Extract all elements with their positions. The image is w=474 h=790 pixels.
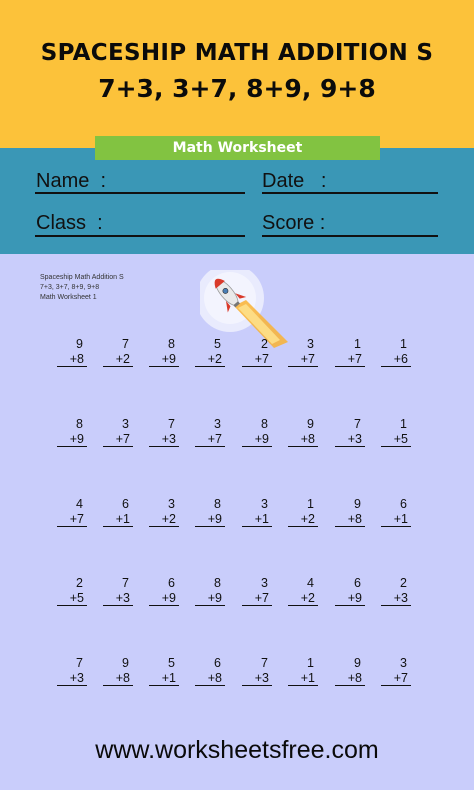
- addition-problem: [288, 576, 318, 606]
- problem-top-number: 1: [354, 337, 361, 351]
- form-band: [0, 148, 474, 254]
- problem-addend: +9: [149, 352, 179, 367]
- problem-addend: +7: [335, 352, 365, 367]
- addition-problem: [195, 417, 225, 447]
- problem-top-number: 6: [354, 576, 361, 590]
- problem-addend: +1: [381, 512, 411, 527]
- problem-top-number: 1: [400, 417, 407, 431]
- problem-top-number: 3: [214, 417, 221, 431]
- problem-top-number: 8: [214, 576, 221, 590]
- problem-addend: +2: [195, 352, 225, 367]
- addition-problem: [242, 656, 272, 686]
- problem-addend: +9: [149, 591, 179, 606]
- problem-addend: +3: [149, 432, 179, 447]
- problem-addend: +7: [57, 512, 87, 527]
- addition-problem: [149, 417, 179, 447]
- problem-addend: +3: [335, 432, 365, 447]
- problem-top-number: 7: [122, 337, 129, 351]
- addition-problem: [57, 497, 87, 527]
- problem-top-number: 7: [76, 656, 83, 670]
- addition-problem: [288, 417, 318, 447]
- addition-problem: [242, 417, 272, 447]
- class-label: Class :: [36, 212, 103, 234]
- problem-addend: +6: [381, 352, 411, 367]
- problem-addend: +2: [149, 512, 179, 527]
- problem-addend: +7: [242, 352, 272, 367]
- problem-top-number: 7: [354, 417, 361, 431]
- addition-problem: [149, 576, 179, 606]
- problem-top-number: 7: [261, 656, 268, 670]
- addition-problem: [242, 497, 272, 527]
- problem-top-number: 6: [168, 576, 175, 590]
- addition-problem: [242, 337, 272, 367]
- problem-top-number: 9: [354, 497, 361, 511]
- problem-top-number: 8: [214, 497, 221, 511]
- problem-addend: +9: [57, 432, 87, 447]
- problem-top-number: 6: [122, 497, 129, 511]
- footer-url: www.worksheetsfree.com: [95, 736, 379, 764]
- problem-top-number: 2: [76, 576, 83, 590]
- addition-problem: [149, 497, 179, 527]
- problem-addend: +2: [288, 512, 318, 527]
- class-line: [35, 235, 245, 237]
- problem-top-number: 3: [122, 417, 129, 431]
- problem-addend: +9: [195, 591, 225, 606]
- problem-addend: +1: [288, 671, 318, 686]
- problem-addend: +8: [195, 671, 225, 686]
- addition-problem: [57, 337, 87, 367]
- problem-top-number: 1: [400, 337, 407, 351]
- addition-problem: [103, 417, 133, 447]
- problem-addend: +7: [288, 352, 318, 367]
- addition-problem: [381, 417, 411, 447]
- problem-top-number: 4: [76, 497, 83, 511]
- addition-problem: [149, 656, 179, 686]
- score-label: Score :: [262, 212, 326, 234]
- addition-problem: [57, 576, 87, 606]
- problem-addend: +9: [335, 591, 365, 606]
- problem-top-number: 7: [168, 417, 175, 431]
- problem-addend: +9: [195, 512, 225, 527]
- addition-problem: [195, 337, 225, 367]
- problem-addend: +8: [288, 432, 318, 447]
- problem-top-number: 1: [307, 656, 314, 670]
- problem-top-number: 8: [261, 417, 268, 431]
- problem-top-number: 2: [400, 576, 407, 590]
- addition-problem: [381, 656, 411, 686]
- problem-top-number: 1: [307, 497, 314, 511]
- problem-addend: +1: [242, 512, 272, 527]
- problem-top-number: 4: [307, 576, 314, 590]
- problem-top-number: 8: [168, 337, 175, 351]
- problem-top-number: 3: [307, 337, 314, 351]
- name-label: Name :: [36, 170, 107, 192]
- problem-top-number: 6: [214, 656, 221, 670]
- problem-addend: +3: [381, 591, 411, 606]
- problem-addend: +7: [242, 591, 272, 606]
- math-worksheet-badge: Math Worksheet: [95, 136, 380, 160]
- problem-addend: +3: [103, 591, 133, 606]
- addition-problem: [288, 497, 318, 527]
- problem-addend: +5: [57, 591, 87, 606]
- problem-addend: +2: [288, 591, 318, 606]
- problem-top-number: 6: [400, 497, 407, 511]
- addition-problem: [195, 576, 225, 606]
- addition-problem: [103, 497, 133, 527]
- problem-addend: +8: [57, 352, 87, 367]
- problem-top-number: 9: [76, 337, 83, 351]
- addition-problem: [381, 337, 411, 367]
- addition-problem: [57, 656, 87, 686]
- sheet-subtitle-3: Math Worksheet 1: [40, 294, 97, 301]
- worksheet-title-line2: 7+3, 3+7, 8+9, 9+8: [98, 74, 376, 103]
- addition-problem: [335, 576, 365, 606]
- problem-addend: +7: [381, 671, 411, 686]
- addition-problem: [335, 337, 365, 367]
- problem-addend: +2: [103, 352, 133, 367]
- problem-top-number: 8: [76, 417, 83, 431]
- problem-addend: +3: [242, 671, 272, 686]
- worksheet-title-line1: SPACESHIP MATH ADDITION S: [40, 40, 434, 66]
- problem-addend: +5: [381, 432, 411, 447]
- problem-addend: +8: [103, 671, 133, 686]
- problem-top-number: 9: [307, 417, 314, 431]
- problem-addend: +8: [335, 671, 365, 686]
- addition-problem: [288, 656, 318, 686]
- problem-top-number: 2: [261, 337, 268, 351]
- addition-problem: [335, 656, 365, 686]
- date-label: Date :: [262, 170, 327, 192]
- problem-top-number: 5: [168, 656, 175, 670]
- sheet-subtitle-2: 7+3, 3+7, 8+9, 9+8: [40, 284, 100, 291]
- addition-problem: [149, 337, 179, 367]
- problem-top-number: 5: [214, 337, 221, 351]
- score-line: [262, 235, 438, 237]
- addition-problem: [381, 576, 411, 606]
- problem-addend: +7: [103, 432, 133, 447]
- problem-addend: +9: [242, 432, 272, 447]
- problem-top-number: 7: [122, 576, 129, 590]
- date-line: [262, 192, 438, 194]
- addition-problem: [195, 497, 225, 527]
- problem-addend: +8: [335, 512, 365, 527]
- addition-problem: [242, 576, 272, 606]
- problem-top-number: 3: [400, 656, 407, 670]
- addition-problem: [195, 656, 225, 686]
- addition-problem: [381, 497, 411, 527]
- addition-problem: [335, 497, 365, 527]
- name-line: [35, 192, 245, 194]
- addition-problem: [57, 417, 87, 447]
- problem-addend: +7: [195, 432, 225, 447]
- problem-addend: +1: [149, 671, 179, 686]
- problem-addend: +3: [57, 671, 87, 686]
- addition-problem: [103, 576, 133, 606]
- problem-top-number: 3: [261, 497, 268, 511]
- problem-top-number: 9: [354, 656, 361, 670]
- addition-problem: [335, 417, 365, 447]
- problem-addend: +1: [103, 512, 133, 527]
- problem-top-number: 9: [122, 656, 129, 670]
- sheet-subtitle-1: Spaceship Math Addition S: [40, 274, 124, 281]
- addition-problem: [288, 337, 318, 367]
- problem-top-number: 3: [168, 497, 175, 511]
- addition-problem: [103, 337, 133, 367]
- problem-top-number: 3: [261, 576, 268, 590]
- addition-problem: [103, 656, 133, 686]
